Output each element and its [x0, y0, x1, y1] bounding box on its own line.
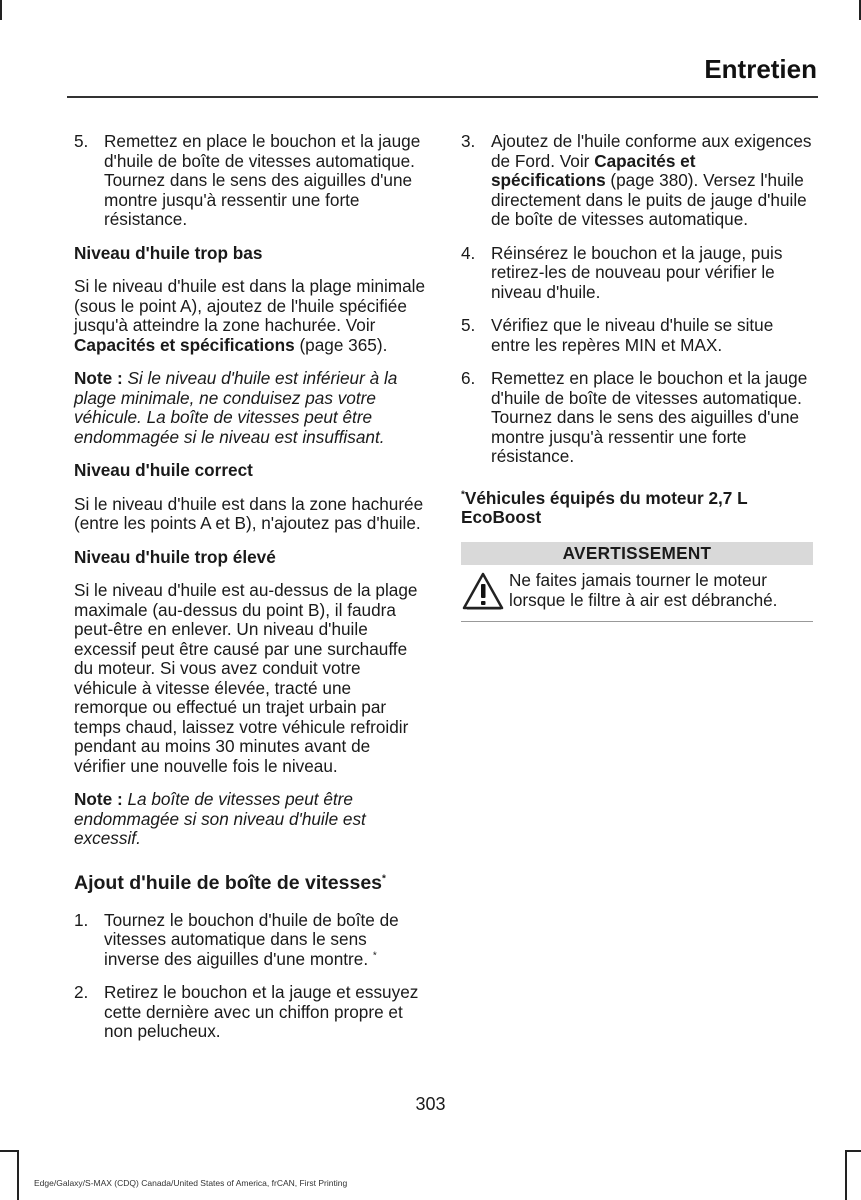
- warning-text: Ne faites jamais tourner le moteur lorsque le filtre à air est débranché.: [509, 570, 778, 610]
- step-1-turn-cap: [74, 911, 426, 970]
- note-level-low: [74, 369, 426, 447]
- footnote-mark: *: [382, 873, 386, 884]
- step-text: [491, 132, 813, 230]
- step-number: 3.: [461, 131, 476, 151]
- crop-mark-bottom-left-v: [17, 1150, 19, 1200]
- note-label: Note :: [74, 368, 128, 388]
- step-5-check-level: [461, 316, 813, 355]
- step-4-reinsert: [461, 244, 813, 303]
- note-text: La boîte de vitesses peut être endommagée si son niveau d'huile est excessif.: [74, 789, 366, 848]
- heading-ecoboost-vehicles: [461, 489, 813, 528]
- warning-title: AVERTISSEMENT: [461, 542, 813, 566]
- step-3-add-oil: [461, 132, 813, 230]
- step-number: 6.: [461, 368, 476, 388]
- footer-text: Edge/Galaxy/S-MAX (CDQ) Canada/United States of America, frCAN, First Printing: [34, 1178, 348, 1188]
- paragraph-text: Si le niveau d'huile est dans la plage minimale (sous le point A), ajoutez de l'huile spécifiée jusqu'à atteindre la zone hachurée. Voir: [74, 276, 426, 335]
- step-text: Retirez le bouchon et la jauge et essuyez cette dernière avec un chiffon propre et non pelucheux.: [104, 982, 419, 1041]
- page-number: 303: [415, 1094, 446, 1114]
- left-column: [74, 132, 426, 1056]
- step-number: 4.: [461, 242, 476, 263]
- header-divider: [67, 96, 818, 98]
- paragraph-level-low: [74, 277, 426, 355]
- step-text-body: Tournez le bouchon d'huile de boîte de vitesses automatique dans le sens inverse des aiguilles d'une montre.: [104, 909, 399, 969]
- warning-body: [461, 571, 813, 611]
- capacities-link[interactable]: Capacités et spécifications: [74, 334, 295, 355]
- note-label: Note :: [74, 789, 128, 809]
- right-column: [461, 132, 813, 622]
- warning-bottom-rule: [461, 621, 813, 622]
- section-heading-adding-oil: [74, 871, 426, 895]
- step-text-body: (page 380). Versez l'huile directement dans le puits de jauge d'huile de boîte de vitesses automatique.: [491, 170, 807, 229]
- step-6-refit-cap: [461, 369, 813, 467]
- step-text: [104, 911, 426, 970]
- footnote-mark: *: [372, 949, 377, 961]
- step-text: Réinsérez le bouchon et la jauge, puis retirez-les de nouveau pour vérifier le niveau d'huile.: [491, 242, 783, 302]
- step-number: 2.: [74, 982, 89, 1002]
- capacities-link[interactable]: Capacités et spécifications: [491, 150, 696, 190]
- note-text: Si le niveau d'huile est inférieur à la plage minimale, ne conduisez pas votre véhicule. La boîte de vitesses peut être endommagée si le niveau est insuffisant.: [74, 368, 398, 447]
- step-text-body: Ajoutez de l'huile conforme aux exigences de Ford. Voir: [491, 131, 812, 171]
- crop-mark-bottom-right: [845, 1150, 861, 1152]
- heading-level-high: Niveau d'huile trop élevé: [74, 546, 276, 567]
- note-level-high: [74, 790, 426, 849]
- paragraph-text: (page 365).: [294, 334, 388, 355]
- step-text: Remettez en place le bouchon et la jauge d'huile de boîte de vitesses automatique. Tournez dans le sens des aiguilles d'une montre jusqu'à ressentir une forte résistance.: [104, 131, 421, 229]
- paragraph-level-correct: Si le niveau d'huile est dans la zone hachurée (entre les points A et B), n'ajoutez pas d'huile.: [74, 493, 424, 533]
- section-heading-text: Ajout d'huile de boîte de vitesses: [74, 871, 383, 894]
- crop-mark-bottom-left: [0, 1150, 18, 1152]
- crop-mark-bottom-right-v: [845, 1150, 847, 1200]
- crop-mark-top-left: [0, 0, 2, 20]
- step-number: 5.: [74, 131, 89, 151]
- step-text: Remettez en place le bouchon et la jauge d'huile de boîte de vitesses automatique. Tournez dans le sens des aiguilles d'une montre jusqu'à ressentir une forte résistance.: [491, 368, 808, 466]
- heading-text: Véhicules équipés du moteur 2,7 L EcoBoost: [461, 487, 748, 527]
- warning-box: [461, 542, 813, 623]
- step-number: 5.: [461, 315, 476, 335]
- step-2-remove-dipstick: [74, 983, 426, 1042]
- footnote-mark: *: [461, 488, 465, 500]
- page-title: Entretien: [704, 54, 817, 84]
- step-5-refit-cap: [74, 132, 426, 230]
- heading-level-low: Niveau d'huile trop bas: [74, 242, 263, 263]
- heading-level-correct: Niveau d'huile correct: [74, 460, 253, 480]
- step-number: 1.: [74, 909, 89, 930]
- warning-triangle-icon: [461, 571, 507, 611]
- paragraph-level-high: Si le niveau d'huile est au-dessus de la plage maximale (au-dessus du point B), il faudra peut-être en enlever. Un niveau d'huile excessif peut être causé par une surchauffe du moteur. Si vous avez conduit votre véhicule à vitesse élevée, tracté une remorque ou effectué un trajet urbain par temps chaud, laissez votre véhicule refroidir pendant au moins 30 minutes avant de vérifier une nouvelle fois le niveau.: [74, 580, 418, 776]
- step-text: Vérifiez que le niveau d'huile se situe entre les repères MIN et MAX.: [491, 315, 774, 355]
